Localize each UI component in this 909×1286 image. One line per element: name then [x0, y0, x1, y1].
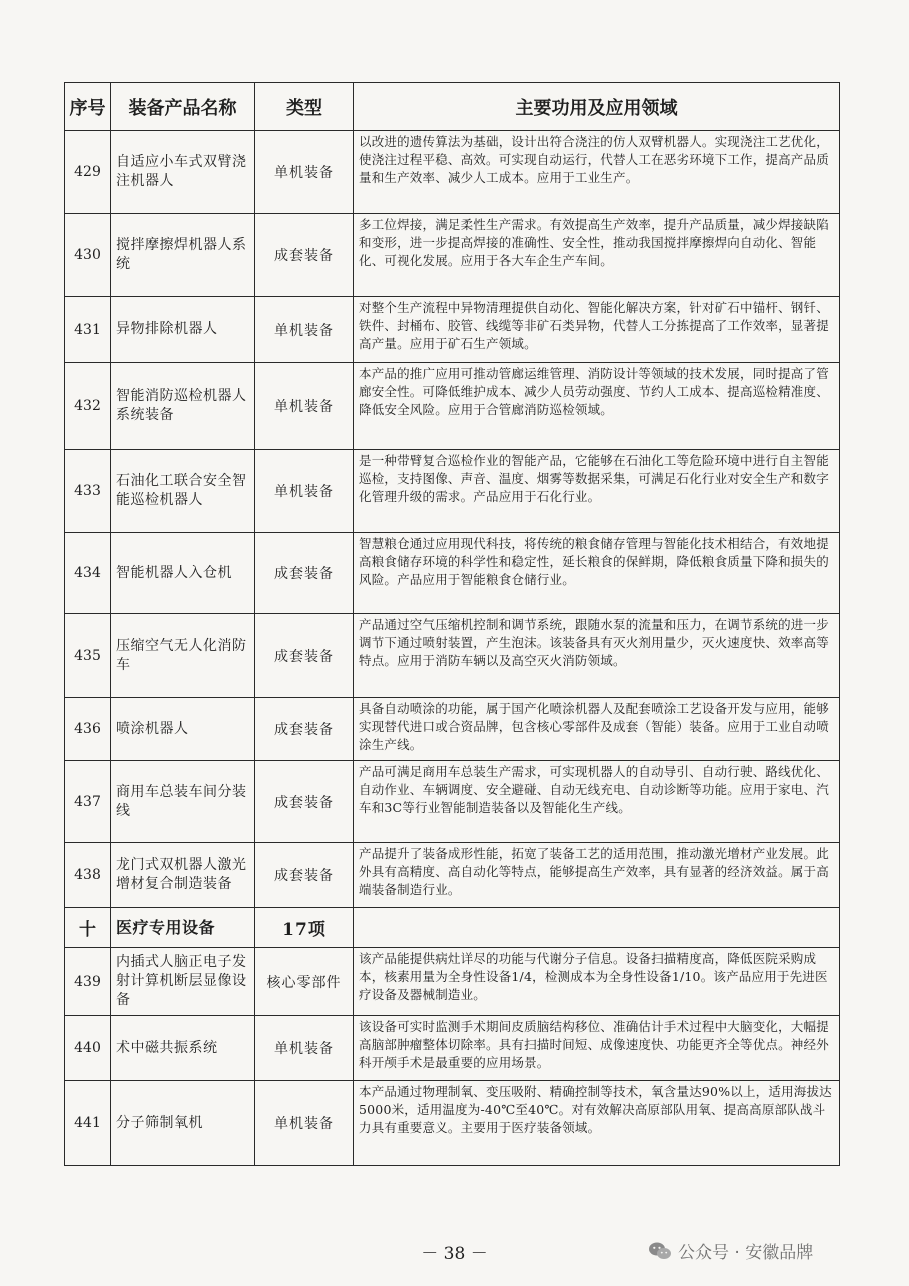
row-description: 具备自动喷涂的功能，属于国产化喷涂机器人及配套喷涂工艺设备开发与应用，能够实现替代进口或合资品牌，包含核心零部件及成套（智能）装备。应用于工业自动喷涂生产线。	[354, 698, 840, 761]
wechat-icon	[648, 1241, 672, 1261]
row-product-name: 智能消防巡检机器人系统装备	[111, 363, 255, 450]
row-type: 核心零部件	[255, 948, 354, 1016]
row-serial-number: 433	[65, 450, 111, 533]
table-row	[65, 614, 840, 698]
row-type: 成套装备	[255, 843, 354, 908]
row-description: 对整个生产流程中异物清理提供自动化、智能化解决方案，针对矿石中锚杆、钢钎、铁件、封桶布、胶管、线缆等非矿石类异物，代替人工分拣提高了工作效率，显著提高产量。应用于矿石生产领域。	[354, 297, 840, 363]
row-product-name: 分子筛制氧机	[111, 1081, 255, 1166]
row-type: 单机装备	[255, 1081, 354, 1166]
row-type: 成套装备	[255, 214, 354, 297]
table-row	[65, 214, 840, 297]
row-type: 单机装备	[255, 297, 354, 363]
row-serial-number: 438	[65, 843, 111, 908]
row-type: 成套装备	[255, 698, 354, 761]
row-serial-number: 431	[65, 297, 111, 363]
row-product-name: 异物排除机器人	[111, 297, 255, 363]
row-type: 单机装备	[255, 363, 354, 450]
watermark-text: 公众号 · 安徽品牌	[678, 1243, 814, 1263]
table-row	[65, 843, 840, 908]
row-product-name: 石油化工联合安全智能巡检机器人	[111, 450, 255, 533]
table-header-row	[65, 83, 840, 131]
row-type: 成套装备	[255, 614, 354, 698]
row-serial-number: 429	[65, 131, 111, 214]
row-description: 该产品能提供病灶详尽的功能与代谢分子信息。设备扫描精度高，降低医院采购成本，核素用量为全身性设备1/4，检测成本为全身性设备1/10。该产品应用于先进医疗设备及器械制造业。	[354, 948, 840, 1016]
table-row	[65, 1016, 840, 1081]
row-serial-number: 435	[65, 614, 111, 698]
header-description: 主要功用及应用领域	[354, 83, 840, 131]
table-row	[65, 698, 840, 761]
row-serial-number: 432	[65, 363, 111, 450]
row-description: 产品通过空气压缩机控制和调节系统，跟随水泵的流量和压力，在调节系统的进一步调节下通过喷射装置，产生泡沫。该装备具有灭火剂用量少，灭火速度快、效率高等特点。应用于消防车辆以及高空灭火消防领域。	[354, 614, 840, 698]
table-row	[65, 450, 840, 533]
row-type: 单机装备	[255, 1016, 354, 1081]
row-description: 以改进的遗传算法为基础，设计出符合浇注的仿人双臂机器人。实现浇注工艺优化，使浇注过程平稳、高效。可实现自动运行，代替人工在恶劣环境下工作，提高产品质量和生产效率、减少人工成本。应用于工业生产。	[354, 131, 840, 214]
category-row	[65, 908, 840, 948]
row-description: 产品提升了装备成形性能，拓宽了装备工艺的适用范围，推动激光增材产业发展。此外具有高精度、高自动化等特点，能够提高生产效率，具有显著的经济效益。属于高端装备制造行业。	[354, 843, 840, 908]
row-product-name: 智能机器人入仓机	[111, 533, 255, 614]
category-name: 医疗专用设备	[111, 908, 255, 948]
row-product-name: 龙门式双机器人激光增材复合制造装备	[111, 843, 255, 908]
row-type: 成套装备	[255, 761, 354, 843]
row-product-name: 自适应小车式双臂浇注机器人	[111, 131, 255, 214]
row-product-name: 压缩空气无人化消防车	[111, 614, 255, 698]
header-product-name: 装备产品名称	[111, 83, 255, 131]
row-description: 产品可满足商用车总装生产需求，可实现机器人的自动导引、自动行驶、路线优化、自动作业、车辆调度、安全避碰、自动无线充电、自动诊断等功能。应用于家电、汽车和3C等行业智能制造装备以及智能化生产线。	[354, 761, 840, 843]
row-serial-number: 430	[65, 214, 111, 297]
table-row	[65, 533, 840, 614]
page-number: － 38 －	[421, 1244, 488, 1264]
row-serial-number: 437	[65, 761, 111, 843]
row-serial-number: 441	[65, 1081, 111, 1166]
row-description: 是一种带臂复合巡检作业的智能产品，它能够在石油化工等危险环境中进行自主智能巡检，支持图像、声音、温度、烟雾等数据采集，可满足石化行业对安全生产和数字化管理升级的需求。产品应用于石化行业。	[354, 450, 840, 533]
table-row	[65, 131, 840, 214]
equipment-table	[64, 82, 840, 1166]
row-description: 该设备可实时监测手术期间皮质脑结构移位、准确估计手术过程中大脑变化，大幅提高脑部肿瘤整体切除率。具有扫描时间短、成像速度快、功能更齐全等优点。神经外科开颅手术是最重要的应用场景。	[354, 1016, 840, 1081]
row-description: 多工位焊接，满足柔性生产需求。有效提高生产效率，提升产品质量，减少焊接缺陷和变形，进一步提高焊接的准确性、安全性，推动我国搅拌摩擦焊向自动化、智能化、可视化发展。应用于各大车企生产车间。	[354, 214, 840, 297]
row-serial-number: 434	[65, 533, 111, 614]
row-type: 单机装备	[255, 450, 354, 533]
row-product-name: 术中磁共振系统	[111, 1016, 255, 1081]
table-row	[65, 1081, 840, 1166]
row-description: 本产品通过物理制氧、变压吸附、精确控制等技术，氧含量达90%以上，适用海拔达5000米，适用温度为-40℃至40℃。对有效解决高原部队用氧、提高高原部队战斗力具有重要意义。主要用于医疗装备领域。	[354, 1081, 840, 1166]
row-product-name: 商用车总装车间分装线	[111, 761, 255, 843]
category-count: 17项	[255, 908, 354, 948]
row-product-name: 喷涂机器人	[111, 698, 255, 761]
header-type: 类型	[255, 83, 354, 131]
table-row	[65, 761, 840, 843]
header-serial-number: 序号	[65, 83, 111, 131]
row-serial-number: 436	[65, 698, 111, 761]
row-serial-number: 440	[65, 1016, 111, 1081]
category-number: 十	[65, 908, 111, 948]
watermark	[648, 1238, 813, 1263]
category-description	[354, 908, 840, 948]
table-row	[65, 297, 840, 363]
table-row	[65, 363, 840, 450]
row-serial-number: 439	[65, 948, 111, 1016]
row-product-name: 内插式人脑正电子发射计算机断层显像设备	[111, 948, 255, 1016]
row-description: 本产品的推广应用可推动管廊运维管理、消防设计等领域的技术发展，同时提高了管廊安全性。可降低维护成本、减少人员劳动强度、节约人工成本、提高巡检精准度、降低安全风险。应用于合管廊消防巡检领域。	[354, 363, 840, 450]
row-type: 成套装备	[255, 533, 354, 614]
table-row	[65, 948, 840, 1016]
row-description: 智慧粮仓通过应用现代科技，将传统的粮食储存管理与智能化技术相结合，有效地提高粮食储存环境的科学性和稳定性，延长粮食的保鲜期，降低粮食质量下降和损失的风险。产品应用于智能粮食仓储行业。	[354, 533, 840, 614]
row-type: 单机装备	[255, 131, 354, 214]
row-product-name: 搅拌摩擦焊机器人系统	[111, 214, 255, 297]
